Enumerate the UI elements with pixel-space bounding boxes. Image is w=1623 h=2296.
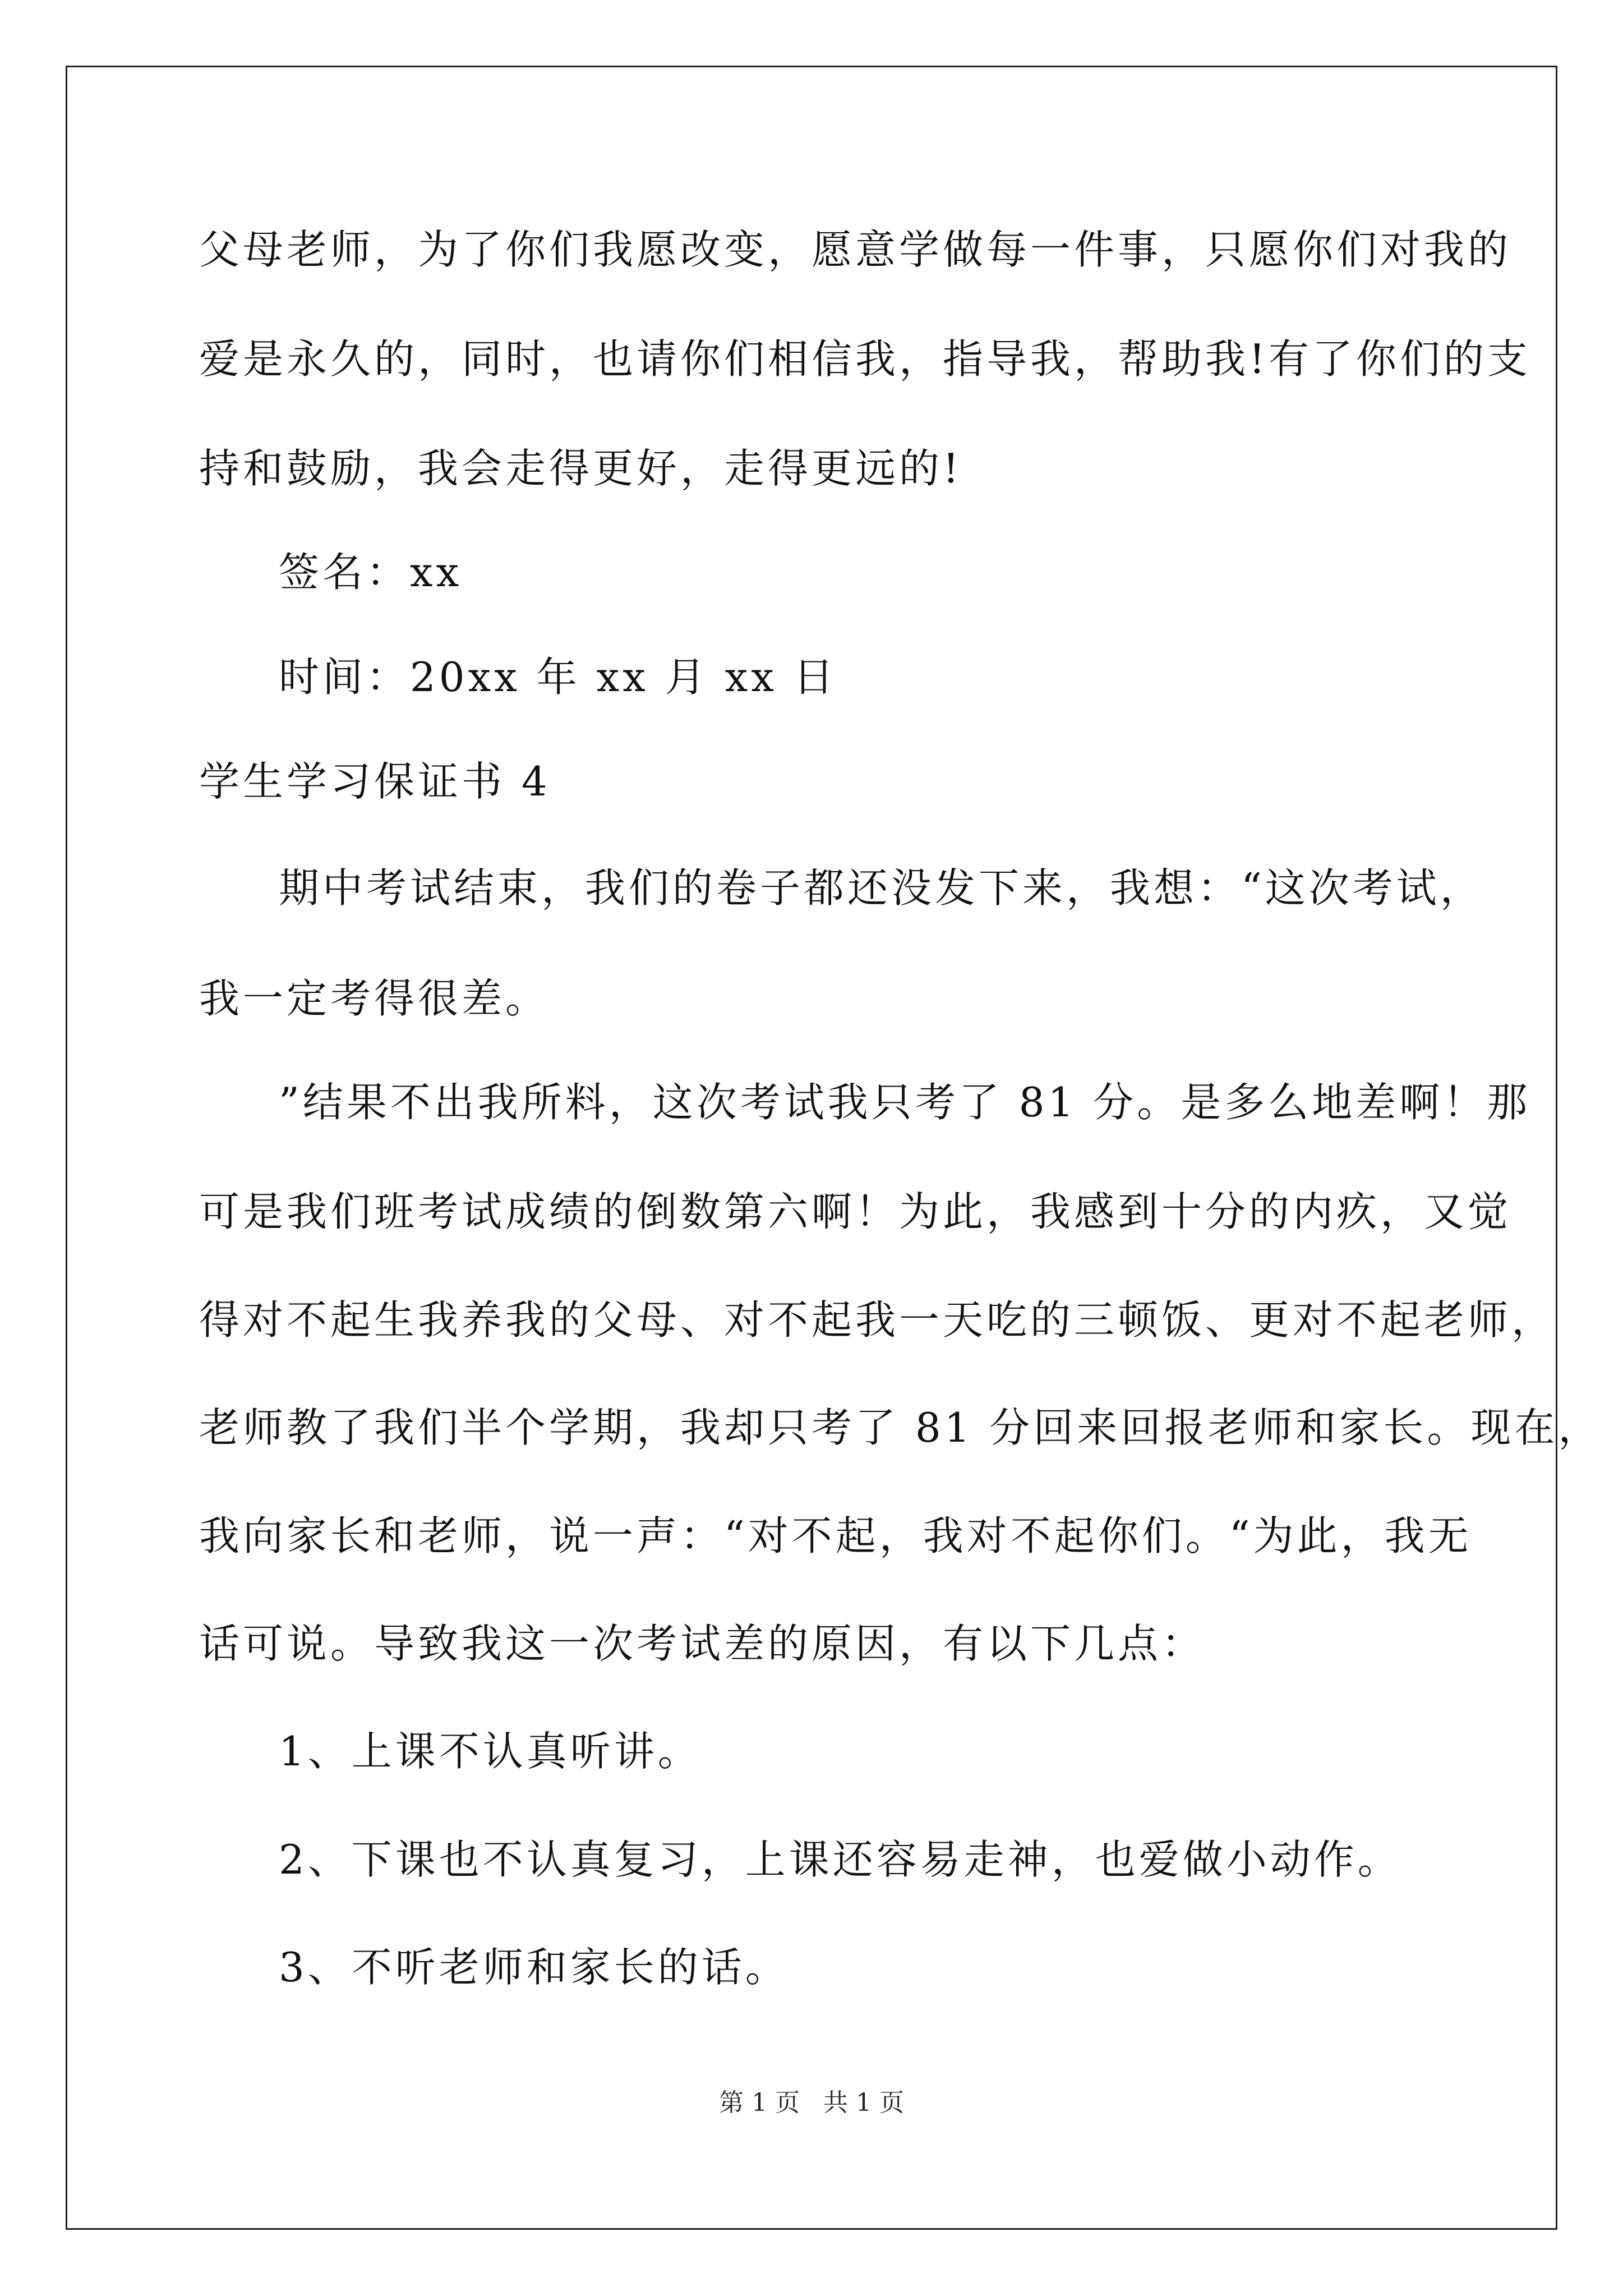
paragraph-line: 我向家长和老师，说一声：“对不起，我对不起你们。“为此，我无: [199, 1512, 1472, 1559]
paragraph-line: 父母老师，为了你们我愿改变，愿意学做每一件事，只愿你们对我的: [199, 226, 1512, 273]
signature-line: 签名：xx: [279, 549, 463, 596]
page-number-footer: 第 1 页 共 1 页: [719, 2088, 904, 2117]
list-item: 3、不听老师和家长的话。: [279, 1944, 789, 1991]
list-item: 1、上课不认真听讲。: [279, 1728, 702, 1775]
section-title: 学生学习保证书 4: [199, 758, 551, 805]
paragraph-line: 期中考试结束，我们的卷子都还没发下来，我想：“这次考试，: [279, 864, 1484, 912]
paragraph-line: 话可说。导致我这一次考试差的原因，有以下几点：: [199, 1620, 1206, 1667]
paragraph-line: 可是我们班考试成绩的倒数第六啊！为此，我感到十分的内疚，又觉: [199, 1188, 1512, 1235]
date-line: 时间：20xx 年 xx 月 xx 日: [279, 654, 837, 701]
paragraph-line: 我一定考得很差。: [199, 975, 550, 1022]
paragraph-line: 爱是永久的，同时，也请你们相信我，指导我，帮助我!有了你们的支: [199, 335, 1531, 383]
paragraph-line: 持和鼓励，我会走得更好，走得更远的!: [199, 445, 962, 492]
paragraph-line: ”结果不出我所料，这次考试我只考了 81 分。是多么地差啊！那: [279, 1079, 1531, 1126]
paragraph-line: 得对不起生我养我的父母、对不起我一天吃的三顿饭、更对不起老师，: [199, 1296, 1556, 1343]
page-border: [66, 66, 1557, 2230]
paragraph-line: 老师教了我们半个学期，我却只考了 81 分回来回报老师和家长。现在，: [199, 1404, 1602, 1451]
list-item: 2、下课也不认真复习，上课还容易走神，也爱做小动作。: [279, 1836, 1401, 1883]
